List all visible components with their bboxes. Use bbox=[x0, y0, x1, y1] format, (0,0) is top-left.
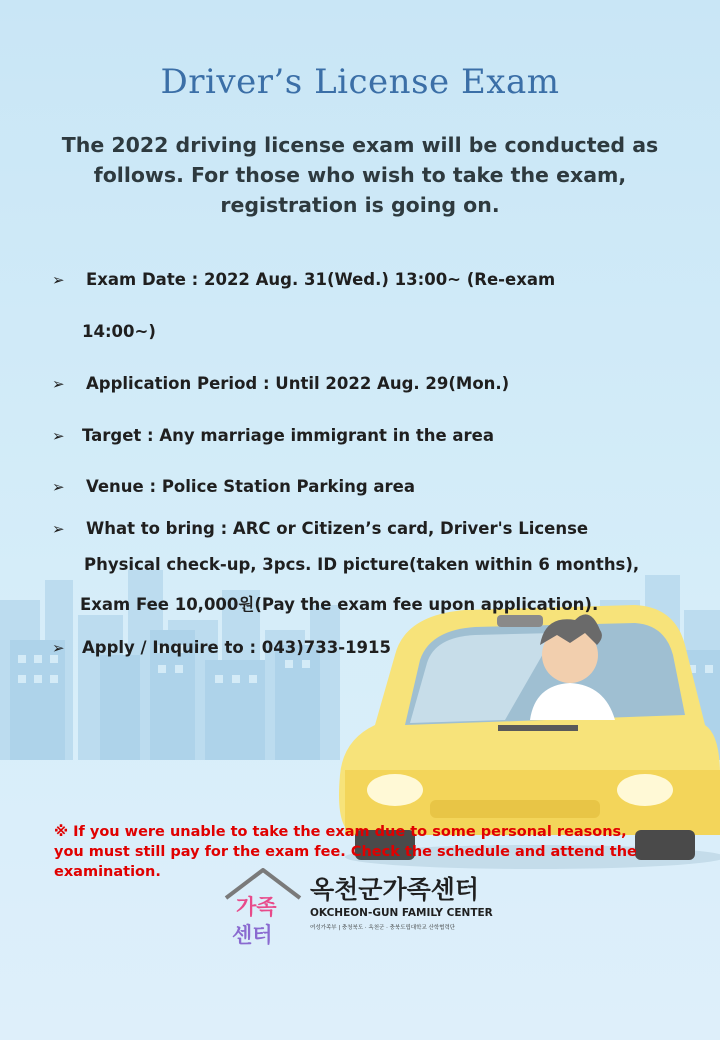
notice-line: ※ If you were unable to take the exam due to some personal reasons, bbox=[54, 824, 627, 840]
intro-line: The 2022 driving license exam will be conducted as bbox=[61, 133, 659, 157]
logo-mark-bottom: 센터 bbox=[232, 923, 273, 947]
bullet-arrow-icon: ➢ bbox=[52, 271, 65, 289]
family-center-logo bbox=[222, 868, 512, 948]
intro-text bbox=[40, 130, 680, 220]
info-item-apply-inquire bbox=[52, 638, 391, 657]
item-text: Exam Date : 2022 Aug. 31(Wed.) 13:00~ (Re-exam bbox=[86, 270, 556, 289]
notice-line: examination. bbox=[54, 864, 161, 880]
logo-mark-top: 가족 bbox=[236, 895, 277, 919]
notice-line: you must still pay for the exam fee. Check the schedule and attend the bbox=[54, 844, 637, 860]
item-text: Application Period : Until 2022 Aug. 29(Mon.) bbox=[86, 374, 510, 393]
info-item-continuation: Exam Fee 10,000원(Pay the exam fee upon application). bbox=[80, 595, 599, 614]
bullet-arrow-icon: ➢ bbox=[52, 427, 65, 445]
bullet-arrow-icon: ➢ bbox=[52, 375, 65, 393]
info-item-application-period bbox=[52, 374, 509, 393]
item-text: Target : Any marriage immigrant in the area bbox=[82, 426, 495, 445]
item-text: Venue : Police Station Parking area bbox=[86, 477, 416, 496]
bullet-arrow-icon: ➢ bbox=[52, 478, 65, 496]
info-item-continuation: Physical check-up, 3pcs. ID picture(taken within 6 months), bbox=[84, 555, 640, 574]
intro-line: follows. For those who wish to take the exam, bbox=[93, 163, 627, 187]
logo-name-korean: 옥천군가족센터 bbox=[310, 875, 480, 904]
info-item-what-to-bring bbox=[52, 519, 588, 538]
item-text: What to bring : ARC or Citizen’s card, Driver's License bbox=[86, 519, 589, 538]
page-title: Driver’s License Exam bbox=[160, 62, 560, 102]
logo-subtext: 여성가족부 | 충청북도 · 옥천군 · 충북도립대학교 산학협력단 bbox=[310, 925, 456, 931]
logo-name-english: OKCHEON-GUN FAMILY CENTER bbox=[310, 907, 493, 919]
info-item-target bbox=[52, 426, 494, 445]
info-item-venue bbox=[52, 477, 415, 496]
bullet-arrow-icon: ➢ bbox=[52, 639, 65, 657]
house-logo-icon bbox=[222, 868, 304, 948]
info-item-continuation: 14:00~) bbox=[82, 322, 156, 341]
info-item-exam-date bbox=[52, 270, 555, 289]
bullet-arrow-icon: ➢ bbox=[52, 520, 65, 538]
intro-line: registration is going on. bbox=[220, 193, 500, 217]
item-text: Apply / Inquire to : 043)733-1915 bbox=[82, 638, 391, 657]
